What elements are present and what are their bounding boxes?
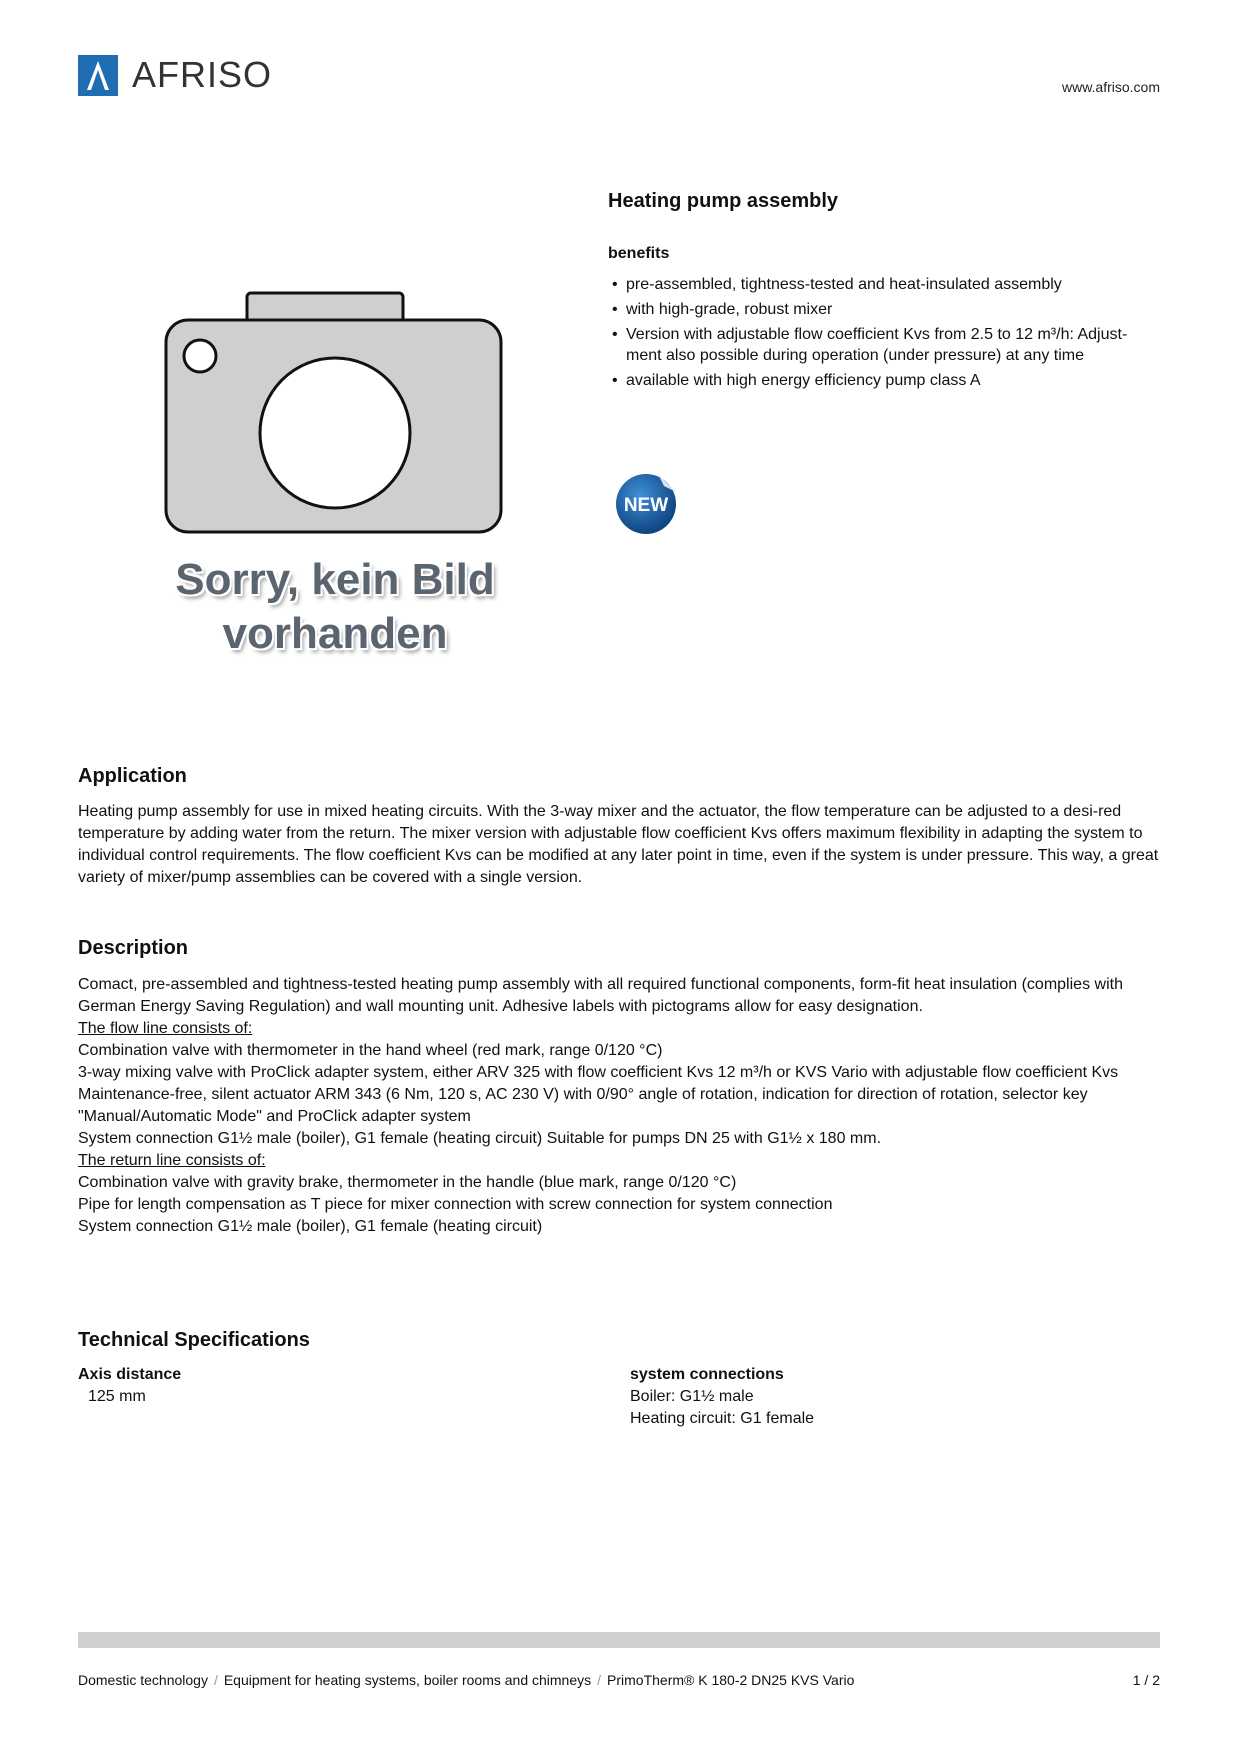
- benefit-item: • with high-grade, robust mixer: [612, 299, 1162, 320]
- breadcrumb-separator: /: [597, 1672, 602, 1688]
- no-image-caption: [150, 553, 520, 661]
- camera-icon: [160, 288, 510, 548]
- technical-specifications-heading: Technical Specifications: [78, 1329, 310, 1351]
- description-heading: Description: [78, 937, 189, 959]
- page-number: 1 / 2: [1132, 1672, 1160, 1688]
- footer-breadcrumb: [78, 1672, 854, 1688]
- footer-crumb: Equipment for heating systems, boiler rooms and chimneys: [223, 1672, 592, 1688]
- flow-line-item: System connection G1½ male (boiler), G1 female (heating circuit) Suitable for pumps DN 25 with G1½ x 180 mm.: [78, 1130, 882, 1147]
- application-heading: Application: [78, 765, 187, 787]
- application-text: Heating pump assembly for use in mixed heating circuits. With the 3-way mixer and the actuator, the flow temperature can be adjusted to a desi-red temperature by adding water from the return. The mixer version with adjustable flow coefficient Kvs offers maximum flexibility in adapting the system to individual control requirements. The flow coefficient Kvs can be modified at any later point in time, even if the system is under pressure. This way, a great variety of mixer/pump assemblies can be covered with a single version.: [78, 803, 1159, 886]
- axis-distance-label: Axis distance: [78, 1366, 182, 1383]
- benefit-item: • Version with adjustable flow coefficient Kvs from 2.5 to 12 m³/h: Adjust-ment also possible during operation (under pressure) at any time: [612, 324, 1162, 366]
- flow-line-item: Maintenance-free, silent actuator ARM 343 (6 Nm, 120 s, AC 230 V) with 0/90° angle of rotation, indication for direction of rotation, selector key "Manual/Automatic Mode" and ProClick adapter system: [78, 1086, 1088, 1125]
- benefits-list: [612, 274, 1162, 395]
- description-body: [78, 974, 1163, 1238]
- website-link[interactable]: www.afriso.com: [1061, 79, 1160, 95]
- system-connection-heating: Heating circuit: G1 female: [630, 1410, 815, 1427]
- return-line-item: System connection G1½ male (boiler), G1 female (heating circuit): [78, 1218, 543, 1235]
- flow-line-heading: The flow line consists of:: [78, 1020, 253, 1037]
- benefit-item: • pre-assembled, tightness-tested and heat-insulated assembly: [612, 274, 1162, 295]
- footer-divider-bar: [78, 1632, 1160, 1648]
- new-badge-icon: [614, 470, 680, 536]
- footer: [78, 1672, 1160, 1688]
- system-connection-boiler: Boiler: G1½ male: [630, 1388, 754, 1405]
- breadcrumb-separator: /: [213, 1672, 218, 1688]
- axis-distance-value: 125 mm: [88, 1388, 146, 1405]
- flow-line-item: 3-way mixing valve with ProClick adapter system, either ARV 325 with flow coefficient Kvs 12 m³/h or KVS Vario with adjustable flow coefficient Kvs: [78, 1064, 1119, 1081]
- footer-crumb: PrimoTherm® K 180-2 DN25 KVS Vario: [607, 1672, 855, 1688]
- product-title: Heating pump assembly: [608, 190, 839, 212]
- new-badge: [614, 470, 680, 536]
- footer-crumb: Domestic technology: [78, 1672, 208, 1688]
- brand-name: AFRISO: [132, 54, 273, 95]
- return-line-item: Combination valve with gravity brake, thermometer in the handle (blue mark, range 0/120 °C): [78, 1174, 737, 1191]
- benefit-item: • available with high energy efficiency pump class A: [612, 370, 1162, 391]
- afriso-logo-mark-icon: [78, 55, 118, 96]
- system-connections-label: system connections: [630, 1366, 784, 1383]
- description-intro: Comact, pre-assembled and tightness-tested heating pump assembly with all required functional components, form-fit heat insulation (complies with German Energy Saving Regulation) and wall mounting unit. Adhesive labels with pictograms allow for easy designation.: [78, 976, 1123, 1015]
- flow-line-item: Combination valve with thermometer in the hand wheel (red mark, range 0/120 °C): [78, 1042, 663, 1059]
- return-line-heading: The return line consists of:: [78, 1152, 266, 1169]
- return-line-item: Pipe for length compensation as T piece for mixer connection with screw connection for system connection: [78, 1196, 833, 1213]
- benefits-heading: benefits: [608, 245, 670, 262]
- no-image-caption-line1: Sorry, kein Bild: [175, 555, 495, 604]
- afriso-logo: [78, 54, 272, 96]
- no-image-caption-line2: vorhanden: [222, 609, 448, 658]
- new-badge-label: NEW: [623, 495, 669, 516]
